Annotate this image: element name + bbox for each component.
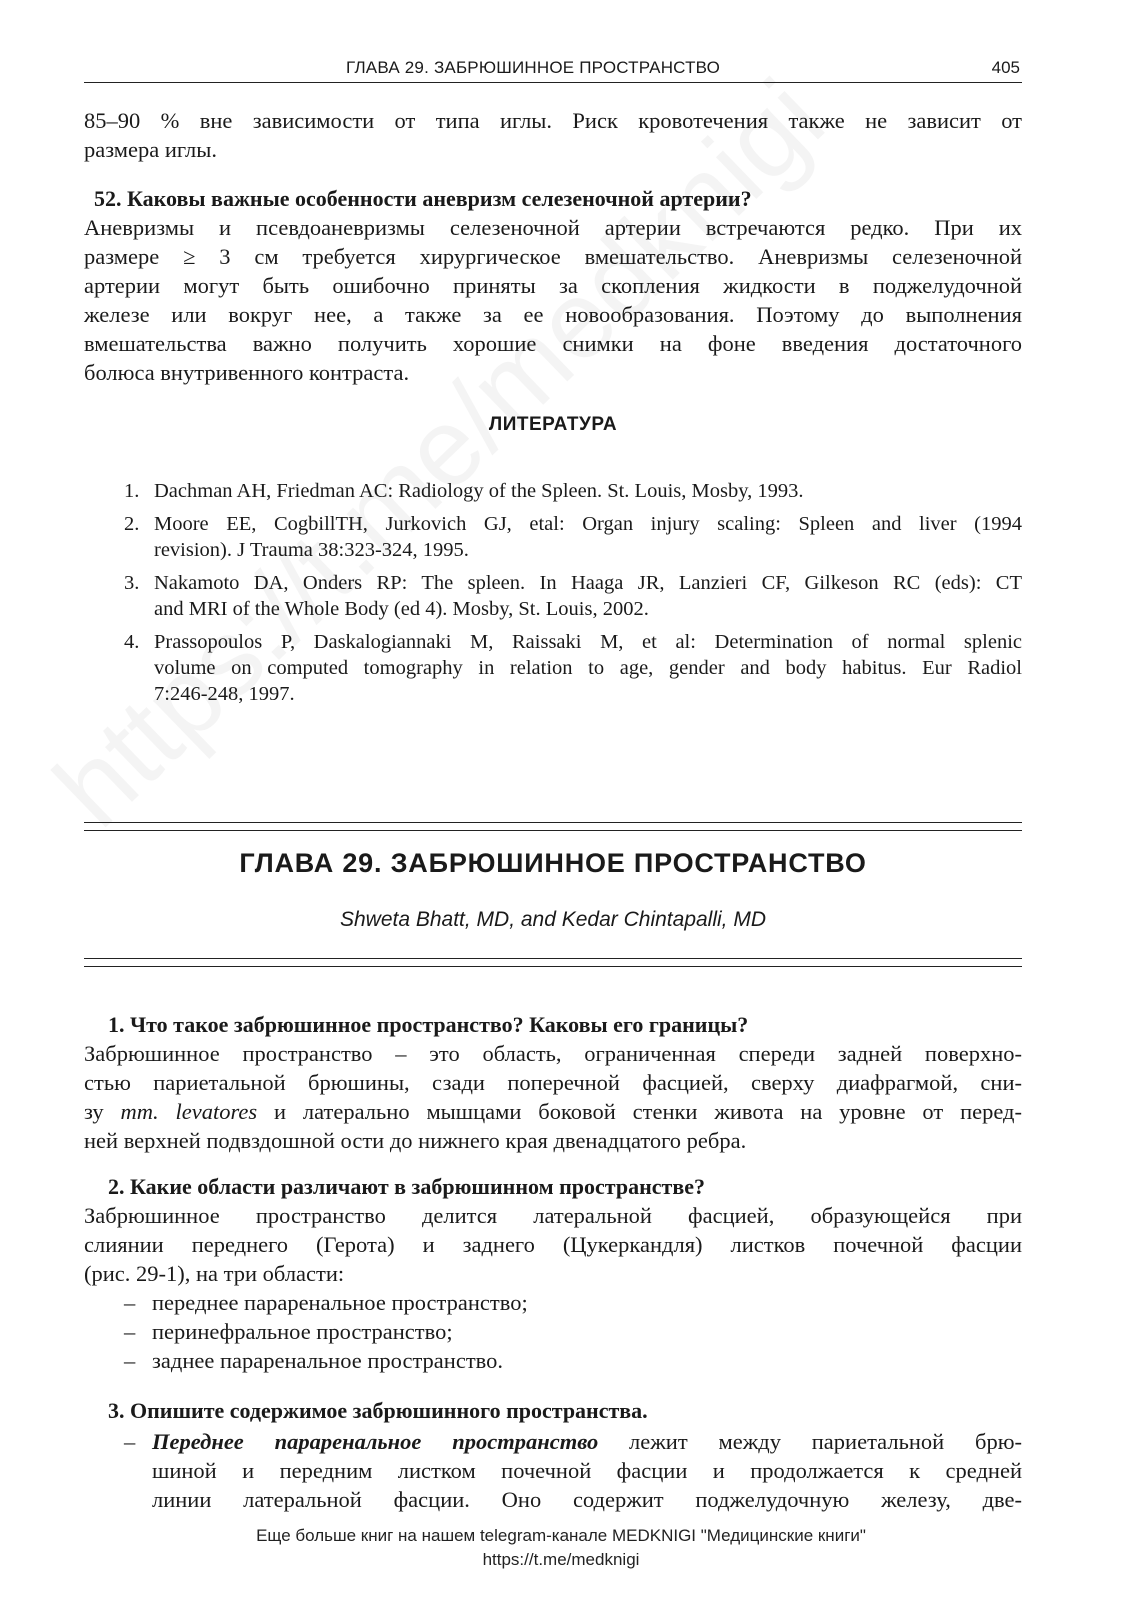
footer-promo: Еще больше книг на нашем telegram-канале MEDKNIGI "Медицинские книги" [256,1526,866,1545]
text-line: линии латеральной фасции. Оно содержит поджелудочную железу, две- [152,1487,1022,1512]
text-line [124,1427,1022,1456]
text-line: вмешательства важно получить хорошие снимки на фоне введения достаточного [84,331,1022,356]
chapter-rule-top [84,822,1022,823]
text-line: железе или вокруг нее, а также за ее новообразования. Поэтому до выполнения [84,302,1022,327]
text-fragment: лежит между париетальной брю- [598,1429,1022,1454]
text-fragment: и латерально мышцами боковой стенки живота на уровне от перед- [257,1099,1022,1124]
reference-line: 7:246-248, 1997. [154,683,295,705]
text-line: стью париетальной брюшины, сзади поперечной фасцией, сверху диафрагмой, сни- [84,1070,1022,1095]
chapter-rule-bottom-inner [84,958,1022,959]
reference-line: and MRI of the Whole Body (ed 4). Mosby, St. Louis, 2002. [154,598,649,620]
dash-marker: – [124,1348,136,1373]
reference-number: 4. [124,631,140,653]
chapter-authors: Shweta Bhatt, MD, and Kedar Chintapalli, MD [339,908,767,931]
reference-item [124,570,1022,622]
text-line: болюса внутривенного контраста. [84,360,410,385]
text-line [84,1097,1022,1126]
footer-link[interactable]: https://t.me/medknigi [482,1550,640,1569]
text-line: шиной и передним листком почечной фасции и продолжается к средней [152,1458,1022,1483]
reference-number: 2. [124,513,140,535]
text-line: 85–90 % вне зависимости от типа иглы. Риск кровотечения также не зависит от [84,108,1022,133]
text-line: слиянии переднего (Герота) и заднего (Цукеркандля) листков почечной фасции [84,1232,1022,1257]
list-item [124,1346,1022,1375]
intro-paragraph [84,106,1022,164]
text-fragment: зу [84,1099,121,1124]
question-52-answer [84,213,1022,387]
list-item-text: заднее параренальное пространство. [152,1348,503,1373]
reference-line: volume on computed tomography in relation to age, gender and body habitus. Eur Radiol [154,657,1022,679]
literature-title: ЛИТЕРАТУРА [488,414,618,435]
reference-number: 3. [124,572,140,594]
reference-line: Dachman AH, Friedman AC: Radiology of the Spleen. St. Louis, Mosby, 1993. [154,480,804,502]
list-item [124,1317,1022,1346]
list-item-text: перинефральное пространство; [152,1319,453,1344]
chapter-rule-top-inner [84,830,1022,831]
text-line: артерии могут быть ошибочно приняты за скопления жидкости в поджелудочной [84,273,1022,298]
text-line: Забрюшинное пространство делится латеральной фасцией, образующейся при [84,1203,1022,1228]
reference-item [124,511,1022,563]
text-line: (рис. 29-1), на три области: [84,1261,345,1286]
question-3-heading: 3. Опишите содержимое забрюшинного пространства. [108,1398,648,1423]
question-1-heading: 1. Что такое забрюшинное пространство? Каковы его границы? [108,1012,749,1037]
running-head-title: ГЛАВА 29. ЗАБРЮШИННОЕ ПРОСТРАНСТВО [346,58,721,77]
text-line: размера иглы. [84,137,217,162]
dash-marker: – [124,1319,136,1344]
chapter-title: ГЛАВА 29. ЗАБРЮШИННОЕ ПРОСТРАНСТВО [239,848,867,878]
reference-line: Prassopoulos P, Daskalogiannaki M, Raissaki M, et al: Determination of normal splenic [154,631,1022,653]
reference-line: Nakamoto DA, Onders RP: The spleen. In Haaga JR, Lanzieri CF, Gilkeson RC (eds): CT [154,572,1022,594]
chapter-rule-bottom [84,966,1022,967]
running-head [84,56,1022,83]
reference-line: Moore EE, CogbillTH, Jurkovich GJ, etal: Organ injury scaling: Spleen and liver (1994 [154,513,1022,535]
region-list [124,1288,1022,1375]
question-52-heading: 52. Каковы важные особенности аневризм селезеночной артерии? [94,186,752,211]
page-number: 405 [991,58,1020,77]
reference-item [124,478,1022,504]
dash-marker: – [124,1429,136,1454]
reference-item [124,629,1022,707]
reference-number: 1. [124,480,140,502]
question-3-item [124,1427,1022,1514]
reference-line: revision). J Trauma 38:323-324, 1995. [154,539,469,561]
question-2-answer [84,1201,1022,1288]
question-2-heading: 2. Какие области различают в забрюшинном пространстве? [108,1174,705,1199]
question-1-answer [84,1039,1022,1155]
dash-marker: – [124,1290,136,1315]
text-line: Аневризмы и псевдоаневризмы селезеночной артерии встречаются редко. При их [84,215,1022,240]
document-page [84,0,1022,1600]
bold-term: Переднее параренальное пространство [152,1429,599,1454]
reference-list [124,478,1022,714]
text-line: ней верхней подвздошной ости до нижнего края двенадцатого ребра. [84,1128,747,1153]
text-line: Забрюшинное пространство – это область, ограниченная спереди задней поверхно- [84,1041,1022,1066]
list-item [124,1288,1022,1317]
text-line: размере ≥ 3 см требуется хирургическое вмешательство. Аневризмы селезеночной [84,244,1022,269]
list-item-text: переднее параренальное пространство; [152,1290,528,1315]
latin-term: mm. levatores [120,1099,258,1124]
